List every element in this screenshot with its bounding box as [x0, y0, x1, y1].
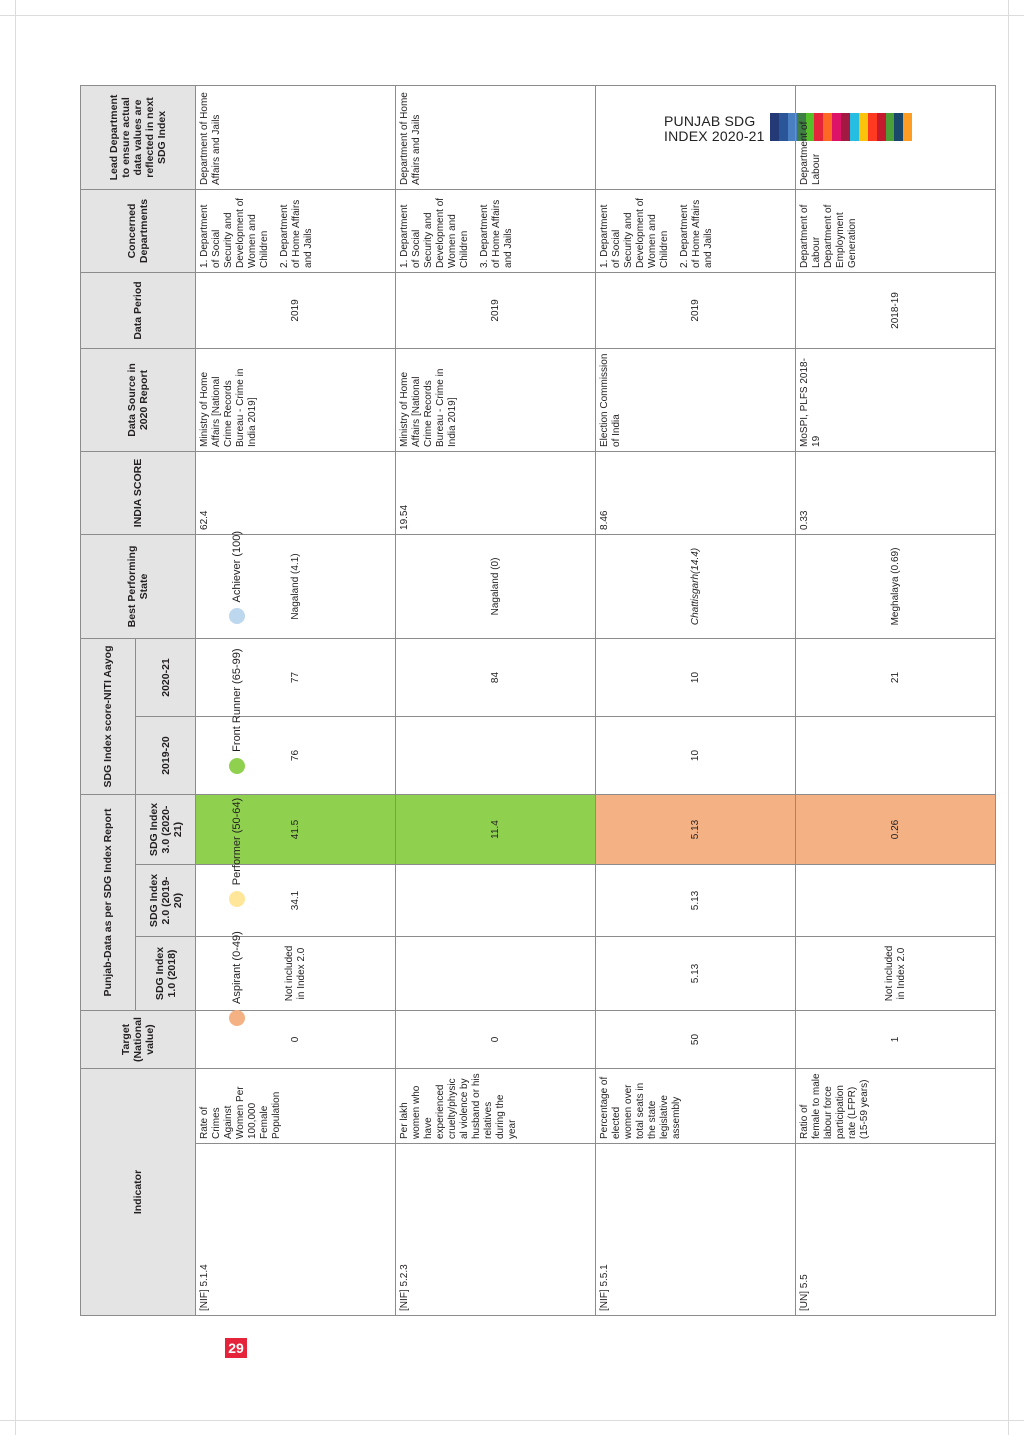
indicator-code: [NIF] 5.2.3 [396, 1144, 596, 1316]
target-value: 0 [196, 1011, 396, 1069]
sdg-index-2-value [796, 865, 996, 937]
table-row [196, 85, 396, 1315]
legend-dot [229, 758, 245, 774]
legend [227, 530, 247, 1026]
score-2019-20: 10 [596, 717, 796, 795]
sdg-index-2-value: 34.1 [196, 865, 396, 937]
indicator-code: [UN] 5.5 [796, 1144, 996, 1316]
header-2020-21: 2020-21 [136, 638, 196, 716]
lead-department: Department of Home Affairs and Jails [196, 85, 396, 189]
header-sdg-index-2: SDG Index 2.0 (2019-20) [136, 865, 196, 937]
header-concerned-departments: Concerned Departments [81, 189, 196, 272]
data-period: 2018-19 [796, 272, 996, 348]
sdg-index-2-value [396, 865, 596, 937]
sdg-index-3-value: 5.13 [596, 795, 796, 865]
india-score: 62.4 [196, 451, 396, 534]
sdg-index-3-value: 41.5 [196, 795, 396, 865]
concerned-department-2: 2. Department of Home Affairs and Jails [679, 199, 714, 268]
legend-item [229, 531, 245, 625]
lead-department [596, 85, 796, 189]
concerned-department-1: Department of Labour Department of Employment Generation [799, 204, 858, 268]
concerned-department-2: 2. Department of Home Affairs and Jails [279, 199, 314, 268]
indicator-code: [NIF] 5.1.4 [196, 1144, 396, 1316]
lead-department: Department of Home Affairs and Jails [396, 85, 596, 189]
sdg-index-1-value: Not included in Index 2.0 [196, 937, 396, 1011]
legend-item [229, 931, 245, 1026]
best-performing-state: Nagaland (4.1) [196, 534, 396, 638]
header-target: Target (National value) [81, 1011, 196, 1069]
best-performing-state: Nagaland (0) [396, 534, 596, 638]
lead-department: Department of Labour [796, 85, 996, 189]
data-source: MoSPI, PLFS 2018-19 [796, 348, 996, 451]
header-2019-20: 2019-20 [136, 717, 196, 795]
sdg-index-2-value: 5.13 [596, 865, 796, 937]
best-performing-state: Meghalaya (0.69) [796, 534, 996, 638]
target-value: 1 [796, 1011, 996, 1069]
indicator-name: Rate of Crimes Against Women Per 100,000 Female Population [196, 1069, 396, 1144]
data-source: Ministry of Home Affairs [National Crime Records Bureau - Crime in India 2019] [196, 348, 396, 451]
data-source: Election Commission of India [596, 348, 796, 451]
table-row [796, 85, 996, 1315]
concerned-department-2: 3. Department of Home Affairs and Jails [479, 199, 514, 268]
legend-label: Front Runner (65-99) [231, 648, 243, 752]
concerned-departments [796, 189, 996, 272]
sdg-index-1-value: Not included in Index 2.0 [796, 937, 996, 1011]
legend-dot [229, 891, 245, 907]
header-indicator: Indicator [81, 1069, 196, 1316]
india-score: 19.54 [396, 451, 596, 534]
brand-line-1: PUNJAB SDG [664, 113, 756, 129]
page-frame-right [1008, 0, 1009, 1435]
header-niti-group: SDG Index score-NITI Aayog [81, 638, 136, 794]
score-2020-21: 77 [196, 638, 396, 716]
concerned-department-1: 1. Department of Social Security and Development of Women and Children [599, 197, 670, 268]
page-frame-top [0, 15, 1024, 16]
page-number: 29 [225, 1338, 247, 1358]
legend-item [229, 648, 245, 773]
concerned-department-1: 1. Department of Social Security and Development of Women and Children [199, 197, 270, 268]
legend-label: Aspirant (0-49) [231, 931, 243, 1004]
data-period: 2019 [596, 272, 796, 348]
indicator-code: [NIF] 5.5.1 [596, 1144, 796, 1316]
score-2019-20 [396, 717, 596, 795]
indicator-name: Per lakh women who have experienced cruelty/physical violence by husband or his relatives during the year [396, 1069, 596, 1144]
india-score: 8.46 [596, 451, 796, 534]
score-2019-20: 76 [196, 717, 396, 795]
sdg-index-1-value: 5.13 [596, 937, 796, 1011]
concerned-department-1: 1. Department of Social Security and Development of Women and Children [399, 197, 470, 268]
brand-line-2: INDEX 2020-21 [664, 128, 765, 144]
india-score: 0.33 [796, 451, 996, 534]
score-2020-21: 10 [596, 638, 796, 716]
target-value: 50 [596, 1011, 796, 1069]
header-lead-department: Lead Department to ensure actual data values are reflected in next SDG Index [81, 85, 196, 189]
sdg-index-3-value: 11.4 [396, 795, 596, 865]
header-sdg-index-3: SDG Index 3.0 (2020-21) [136, 795, 196, 865]
page-frame-bottom [0, 1420, 1024, 1421]
page-frame-left [15, 0, 16, 1435]
score-2020-21: 84 [396, 638, 596, 716]
legend-item [229, 798, 245, 907]
legend-dot [229, 1010, 245, 1026]
concerned-departments [196, 189, 396, 272]
legend-dot [229, 608, 245, 624]
target-value: 0 [396, 1011, 596, 1069]
header-best-state: Best Performing State [81, 534, 196, 638]
table-row [596, 85, 796, 1315]
sdg-index-1-value [396, 937, 596, 1011]
legend-label: Achiever (100) [231, 530, 243, 603]
header-punjab-group: Punjab-Data as per SDG Index Report [81, 795, 136, 1011]
table-row [396, 85, 596, 1315]
score-2019-20 [796, 717, 996, 795]
sdg-index-3-value: 0.26 [796, 795, 996, 865]
concerned-departments [396, 189, 596, 272]
score-2020-21: 21 [796, 638, 996, 716]
best-performing-state: Chattisgarh(14.4) [596, 534, 796, 638]
concerned-departments [596, 189, 796, 272]
indicator-name: Percentage of elected women over total seats in the state legislative assembly [596, 1069, 796, 1144]
indicator-name: Ratio of female to male labour force participation rate (LFPR)(15-59 years) [796, 1069, 996, 1144]
data-period: 2019 [196, 272, 396, 348]
indicator-table [80, 85, 996, 1316]
header-sdg-index-1: SDG Index 1.0 (2018) [136, 937, 196, 1011]
legend-label: Performer (50-64) [231, 797, 243, 886]
header-india-score: INDIA SCORE [81, 451, 196, 534]
data-source: Ministry of Home Affairs [National Crime Records Bureau - Crime in India 2019] [396, 348, 596, 451]
header-data-source: Data Source in 2020 Report [81, 348, 196, 451]
data-period: 2019 [396, 272, 596, 348]
header-data-period: Data Period [81, 272, 196, 348]
